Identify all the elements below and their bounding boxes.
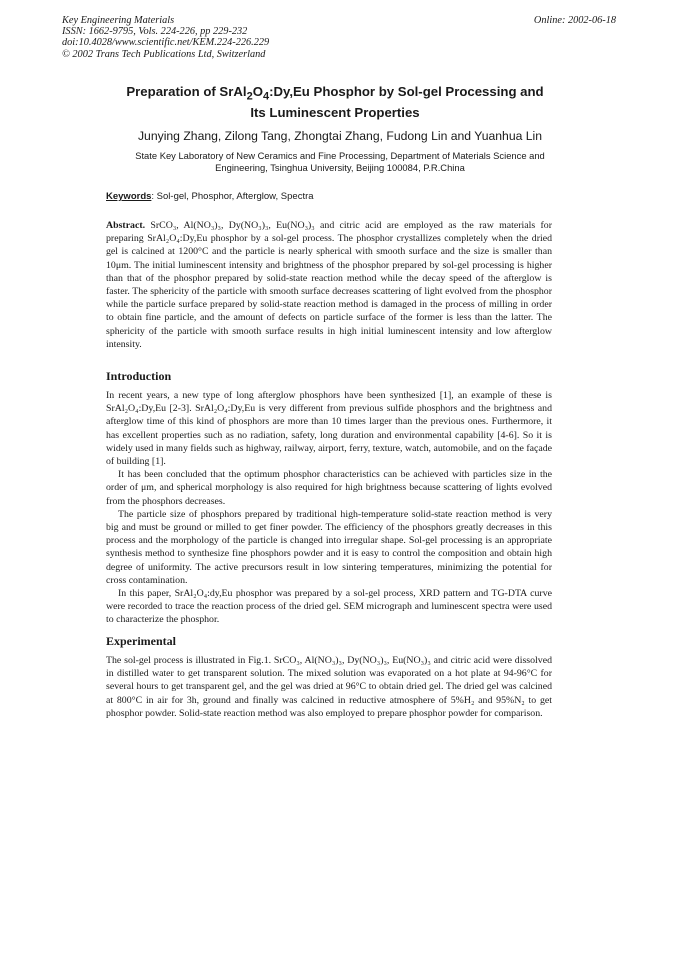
paragraph: The sol-gel process is illustrated in Fig.1. SrCO₃, Al(NO₃)₃, Dy(NO₃)₃, Eu(NO₃)₃ and citric acid were dissolved in distilled water to get transparent solution. The mixed solution was evaporated on a hot plate at 94-96°C for several hours to get transparent gel, and the gel was dried at 96°C to obtain dried gel. The dried gel was calcined at 800°C in air for 3h, ground and finally was calcined in reductive atmosphere of 5%H₂ and 95%N₂ to get phosphor powder. Solid-state reaction method was also employed to prepare phosphor powder for comparison.	[106, 655, 552, 719]
experimental-section	[106, 634, 552, 720]
title-subscript: 4	[262, 90, 270, 103]
title-text: Preparation of SrAl	[126, 84, 247, 99]
paragraph: It has been concluded that the optimum phosphor characteristics can be achieved with particles size in the order of μm, and spherical morphology is also required for high brightness because scattering of lights evolved from the phosphors decreases.	[106, 469, 552, 507]
introduction-heading: Introduction	[106, 369, 172, 383]
title-line-2: Its Luminescent Properties	[250, 105, 420, 121]
paragraph: The particle size of phosphors prepared by traditional high-temperature solid-state reaction method is very big and must be ground or milled to get finer powder. The efficiency of the phosphors greatly decreases in this process and the morphology of the particle is changed into irregular shape. Sol-gel processing is an appropriate synthesis method to synthesize fine phosphors powder and it is easy to control the composition and obtain high degree of uniformity. The active precursors result in low sintering temperatures, minimizing the potential for cross contamination.	[106, 508, 552, 586]
paragraph: In this paper, SrAl₂O₄:dy,Eu phosphor was prepared by a sol-gel process, XRD pattern and TG-DTA curve were recorded to trace the reaction process of the dried gel. SEM micrograph and luminescent spectra were used to characterize the phosphor.	[106, 588, 552, 626]
title-subscript: 2	[246, 90, 253, 103]
keywords-label: Keywords	[106, 191, 152, 202]
paper-title	[100, 84, 570, 121]
abstract-text: SrCO₃, Al(NO₃)₃, Dy(NO₃)₃, Eu(NO₃)₃ and citric acid are employed as the raw materials for preparing SrAl₂O₄:Dy,Eu phosphor by a sol-gel process. The phosphor crystallizes completely when the dried gel is calcined at 1200°C and the particle is nearly spherical with smooth surface and the size is smaller than 10μm. The initial luminescent intensity and brightness of the phosphor prepared by sol-gel processing is higher than that of the phosphor prepared by solid-state reaction method while the decay speed of the afterglow is faster. The sphericity of the particle with smooth surface decreases scattering of light evolved from the phosphor while the particle surface prepared by solid-state reaction method is damaged in the process of milling in order to obtain fine particle, and the amount of defects on particle surface of the former is less than the latter. The sphericity of the particle with smooth surface results in high initial luminescent intensity and low afterglow intensity.	[106, 220, 552, 350]
introduction-section	[106, 369, 552, 627]
abstract-label: Abstract.	[106, 220, 146, 231]
paragraph: In recent years, a new type of long afterglow phosphors have been synthesized [1], an example of these is SrAl₂O₄:Dy,Eu [2-3]. SrAl₂O₄:Dy,Eu is very different from previous sulfide phosphors and the brightness and afterglow time of this kind of phosphors are more than 10 times larger than the previous ones. Furthermore, it has excellent properties such as no radiation, safety, long duration and environmental capability [4-6]. So it is widely used in many fields such as highway, railway, airport, ferry, texture, watch, automobile, and on the façade of building [1].	[106, 390, 552, 468]
copyright-line: © 2002 Trans Tech Publications Ltd, Switzerland	[62, 48, 266, 60]
experimental-heading: Experimental	[106, 634, 176, 648]
affiliation-line: State Key Laboratory of New Ceramics and Fine Processing, Department of Materials Science and	[135, 150, 545, 161]
keywords-text: : Sol-gel, Phosphor, Afterglow, Spectra	[151, 191, 314, 202]
issn-line: ISSN: 1662-9795, Vols. 224-226, pp 229-232	[62, 26, 248, 38]
abstract	[106, 219, 552, 351]
journal-name: Key Engineering Materials	[62, 15, 175, 26]
author-list: Junying Zhang, Zilong Tang, Zhongtai Zhang, Fudong Lin and Yuanhua Lin	[137, 129, 543, 143]
keywords	[106, 191, 586, 202]
affiliation-line: Engineering, Tsinghua University, Beijing 100084, P.R.China	[215, 162, 465, 173]
doi-line: doi:10.4028/www.scientific.net/KEM.224-226.229	[62, 37, 270, 49]
title-text: :Dy,Eu Phosphor by Sol-gel Processing and	[269, 84, 544, 99]
journal-header	[62, 15, 269, 60]
affiliation	[100, 150, 580, 174]
online-date: Online: 2002-06-18	[533, 15, 616, 26]
title-text: O	[252, 84, 263, 99]
